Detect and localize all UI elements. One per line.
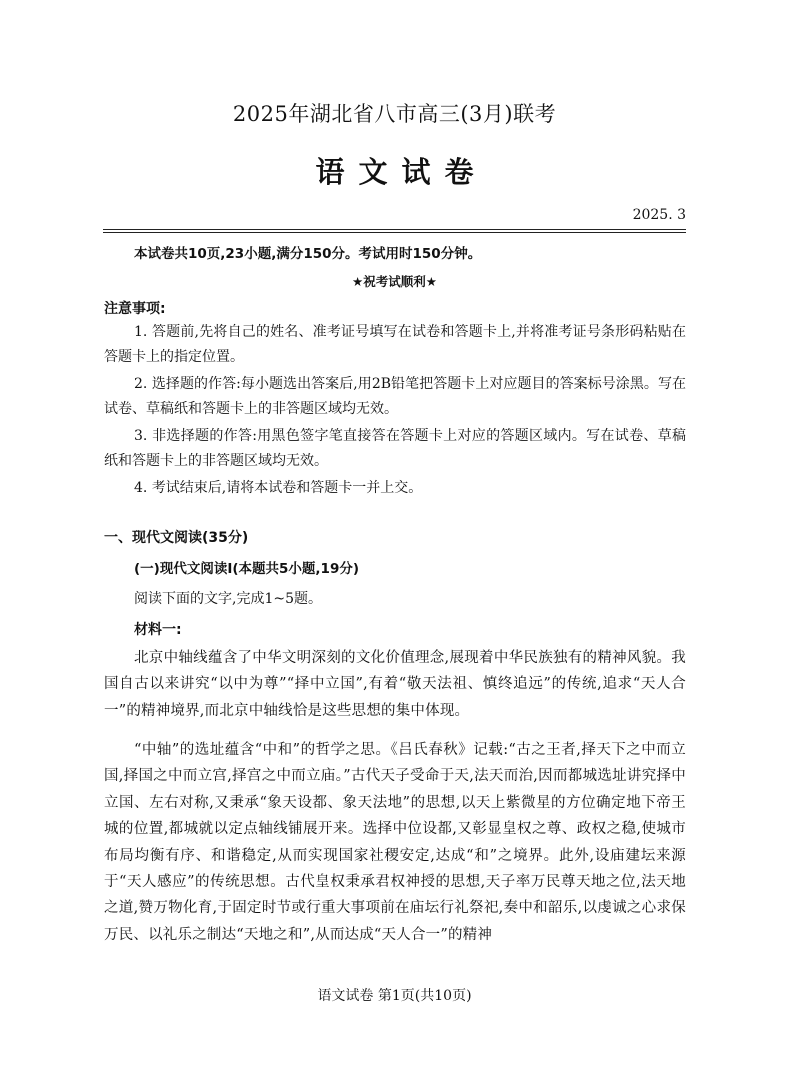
- notice-item: 1. 答题前,先将自己的姓名、准考证号填写在试卷和答题卡上,并将准考证号条形码粘贴在答题卡上的指定位置。: [104, 324, 686, 365]
- good-luck-banner: ★祝考试顺利★: [352, 274, 437, 289]
- reading-instruction: 阅读下面的文字,完成1~5题。: [134, 591, 322, 607]
- notice-title: 注意事项:: [104, 301, 166, 317]
- material-paragraph: “中轴”的选址蕴含“中和”的哲学之思。《吕氏春秋》记载:“古之王者,择天下之中而立国,择国之中而立宫,择宫之中而立庙。”古代天子受命于天,法天而治,因而都城选址讲究择中立国、左右对称,又秉承“象天设都、象天法地”的思想,以天上紫微星的方位确定地下帝王城的位置,都城就以定点轴线铺展开来。选择中位设都,又彰显皇权之尊、政权之稳,使城市布局均衡有序、和谐稳定,从而实现国家社稷安定,达成“和”之境界。此外,设庙建坛来源于“天人感应”的传统思想。古代皇权秉承君权神授的思想,天子率万民尊天地之位,法天地之道,赞万物化育,于固定时节或行重大事项前在庙坛行礼祭祀,奏中和韶乐,以虔诚之心求保万民、以礼乐之制达“天地之和”,从而达成“天人合一”的精神: [104, 742, 686, 943]
- exam-date: 2025. 3: [632, 207, 686, 223]
- notice-item: 4. 考试结束后,请将本试卷和答题卡一并上交。: [134, 480, 423, 496]
- header-divider: [103, 229, 686, 230]
- section-title: 一、现代文阅读(35分): [104, 530, 249, 546]
- material-paragraph: 北京中轴线蕴含了中华文明深刻的文化价值理念,展现着中华民族独有的精神风貌。我国自古以来讲究“以中为尊”“择中立国”,有着“敬天法祖、慎终追远”的传统,追求“天人合一”的精神境界,而北京中轴线恰是这些思想的集中体现。: [104, 650, 686, 719]
- notice-item: 3. 非选择题的作答:用黑色签字笔直接答在答题卡上对应的答题区域内。写在试卷、草稿纸和答题卡上的非答题区域均无效。: [104, 428, 686, 469]
- exam-subject-title: 语文试卷: [315, 155, 488, 189]
- exam-info: 本试卷共10页,23小题,满分150分。考试用时150分钟。: [134, 246, 482, 262]
- material-title: 材料一:: [134, 622, 182, 638]
- page-footer: 语文试卷 第1页(共10页): [317, 988, 472, 1004]
- notice-item: 2. 选择题的作答:每小题选出答案后,用2B铅笔把答题卡上对应题目的答案标号涂黑。写在试卷、草稿纸和答题卡上的非答题区域均无效。: [104, 376, 686, 417]
- exam-header-title: 2025年湖北省八市高三(3月)联考: [232, 102, 557, 126]
- subsection-title: (一)现代文阅读Ⅰ(本题共5小题,19分): [134, 561, 360, 577]
- header-divider-secondary: [103, 232, 686, 233]
